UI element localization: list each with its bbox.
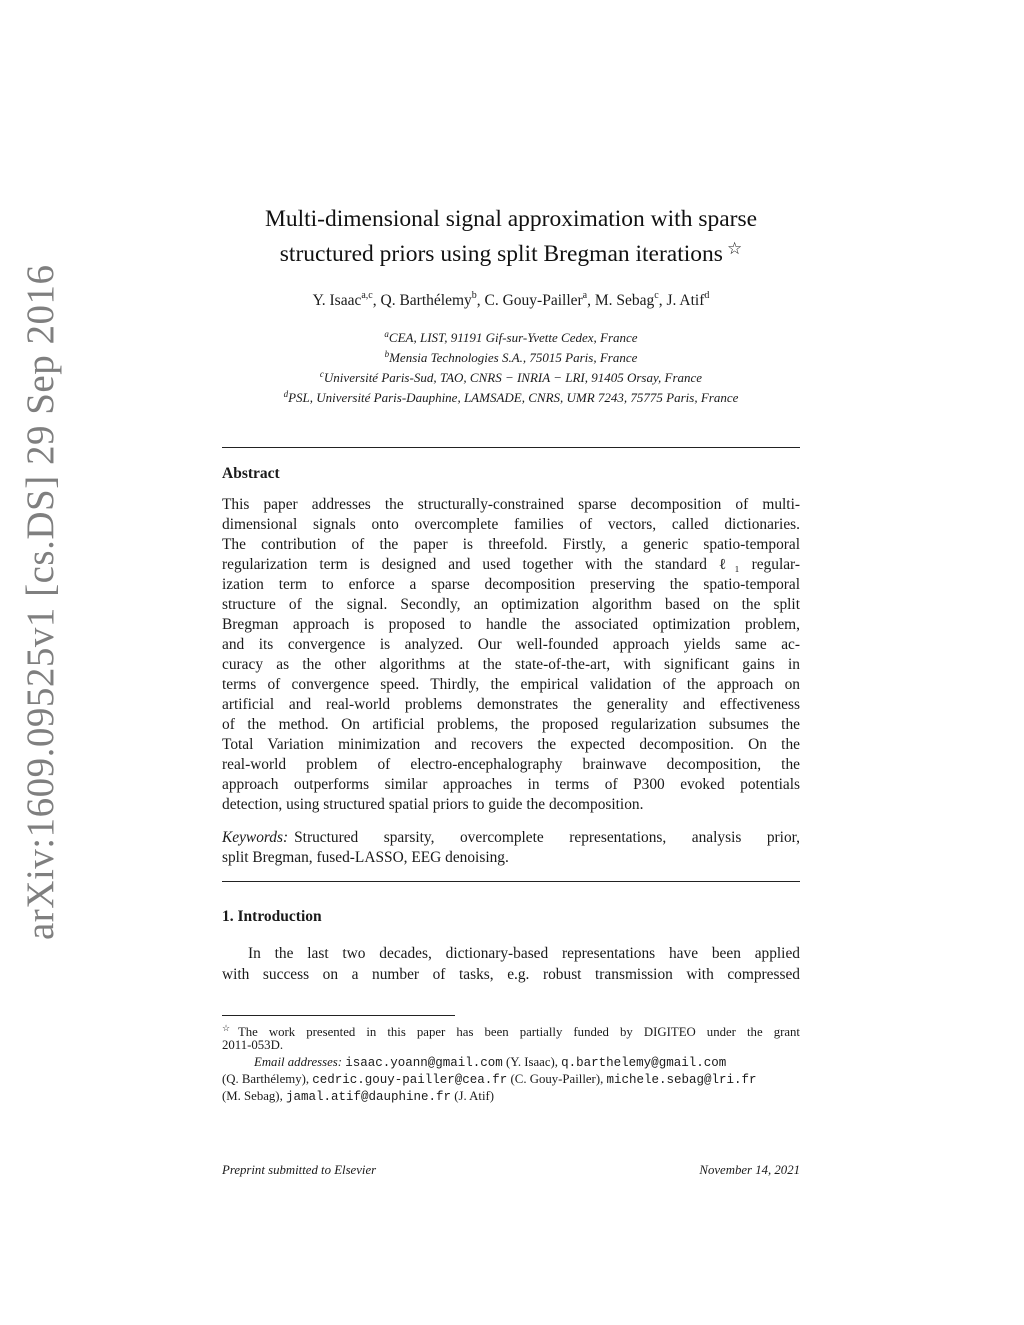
footnote-star-icon: ☆ bbox=[222, 1023, 238, 1033]
abstract-line: Total Variation minimization and recovers the expected decomposition. On the bbox=[222, 736, 800, 753]
title-line-2-text: structured priors using split Bregman iterations bbox=[279, 241, 723, 267]
abstract-line: Bregman approach is proposed to handle the associated optimization problem, bbox=[222, 616, 800, 633]
author-affiliation-mark: a bbox=[582, 290, 588, 301]
abstract-line: regularization term is designed and used together with the standard ℓ₁ regular- bbox=[222, 556, 800, 573]
abstract-line: of the method. On artificial problems, the proposed regularization subsumes the bbox=[222, 716, 800, 733]
footnote-email-line bbox=[222, 1071, 800, 1088]
abstract-line: terms of convergence speed. Thirdly, the empirical validation of the approach on bbox=[222, 676, 800, 693]
abstract-line: This paper addresses the structurally-constrained sparse decomposition of multi- bbox=[222, 496, 800, 513]
introduction-body bbox=[222, 943, 800, 985]
abstract-line: structure of the signal. Secondly, an optimization algorithm based on the split bbox=[222, 596, 800, 613]
affiliation-mark: a bbox=[384, 329, 389, 339]
affiliation-item bbox=[200, 386, 822, 406]
author-name: C. Gouy-Pailler bbox=[484, 292, 583, 309]
abstract-line: artificial and real-world problems demonstrates the generality and effectiveness bbox=[222, 696, 800, 713]
keywords-text: Structured sparsity, overcomplete representations, analysis prior, bbox=[294, 829, 800, 846]
footnote-funding-line: 2011-053D. bbox=[222, 1038, 284, 1052]
abstract-line: ization term to enforce a sparse decomposition preserving the spatio-temporal bbox=[222, 576, 800, 593]
footnote-email-line bbox=[222, 1054, 800, 1071]
keywords-line: split Bregman, fused-LASSO, EEG denoising. bbox=[222, 849, 509, 866]
email-link[interactable]: q.barthelemy@gmail.com bbox=[561, 1056, 727, 1070]
section-heading-introduction: 1. Introduction bbox=[222, 908, 322, 925]
author-name: Y. Isaac bbox=[312, 292, 362, 309]
abstract-line: approach outperforms similar approaches in terms of P300 evoked potentials bbox=[222, 776, 800, 793]
keywords-line bbox=[222, 828, 800, 848]
affiliation-mark: c bbox=[319, 369, 324, 379]
keywords-block bbox=[222, 828, 800, 868]
footer-preprint-note: Preprint submitted to Elsevier bbox=[222, 1163, 377, 1177]
abstract-heading: Abstract bbox=[222, 465, 280, 482]
email-link[interactable]: michele.sebag@lri.fr bbox=[606, 1073, 757, 1087]
footnote-rule bbox=[222, 1015, 455, 1016]
abstract-body bbox=[222, 495, 800, 815]
email-link[interactable]: isaac.yoann@gmail.com bbox=[345, 1056, 503, 1070]
affiliation-mark: b bbox=[384, 349, 390, 359]
author-name: Q. Barthélemy bbox=[380, 292, 472, 309]
email-label: Email addresses: bbox=[254, 1055, 343, 1069]
affiliation-text: Université Paris-Sud, TAO, CNRS − INRIA − LRI, 91405 Orsay, France bbox=[323, 370, 703, 385]
footer-date: November 14, 2021 bbox=[699, 1163, 800, 1177]
title-footnote-star-icon: ☆ bbox=[726, 239, 743, 258]
affiliation-mark: d bbox=[283, 389, 289, 399]
abstract-line: dimensional signals onto overcomplete families of vectors, called dictionaries. bbox=[222, 516, 800, 533]
affiliation-item bbox=[200, 366, 822, 386]
title-line-1: Multi-dimensional signal approximation with sparse bbox=[264, 206, 758, 232]
affiliation-text: CEA, LIST, 91191 Gif-sur-Yvette Cedex, France bbox=[388, 330, 638, 345]
affiliation-item bbox=[200, 326, 822, 346]
abstract-top-rule bbox=[222, 447, 800, 448]
footnote bbox=[222, 1020, 800, 1105]
affiliation-item bbox=[200, 346, 822, 366]
author-affiliation-mark: b bbox=[471, 290, 477, 301]
title-line-2 bbox=[222, 234, 800, 269]
email-owner: (Y. Isaac), bbox=[505, 1055, 558, 1069]
email-owner: (C. Gouy-Pailler), bbox=[510, 1072, 604, 1086]
author-affiliation-mark: d bbox=[704, 290, 710, 301]
abstract-line: and its convergence is analyzed. Our well-founded approach yields same ac- bbox=[222, 636, 800, 653]
author-name: J. Atif bbox=[666, 292, 705, 309]
affiliation-list bbox=[200, 326, 822, 406]
email-link[interactable]: cedric.gouy-pailler@cea.fr bbox=[312, 1073, 508, 1087]
footnote-funding-line bbox=[222, 1020, 800, 1037]
email-owner: (M. Sebag), bbox=[222, 1089, 283, 1103]
abstract-line: detection, using structured spatial priors to guide the decomposition. bbox=[222, 796, 644, 813]
abstract-line: curacy as the other algorithms at the state-of-the-art, with significant gains in bbox=[222, 656, 800, 673]
author-list: Y. Isaac$^{a,c}$, Q. Barthélemy$^b$, C. Gouy-Pailler$^a$, M. Sebag$^c$, J. Atif$^d$ bbox=[312, 290, 710, 309]
email-owner: (J. Atif) bbox=[454, 1089, 495, 1103]
abstract-line: The contribution of the paper is threefold. Firstly, a generic spatio-temporal bbox=[222, 536, 800, 553]
introduction-line: with success on a number of tasks, e.g. robust transmission with compressed bbox=[222, 966, 800, 983]
author-name: M. Sebag bbox=[594, 292, 655, 309]
affiliation-text: PSL, Université Paris-Dauphine, LAMSADE, CNRS, UMR 7243, 75775 Paris, France bbox=[288, 390, 739, 405]
email-link[interactable]: jamal.atif@dauphine.fr bbox=[285, 1090, 452, 1104]
footnote-email-line bbox=[222, 1088, 800, 1105]
abstract-line: real-world problem of electro-encephalography brainwave decomposition, the bbox=[222, 756, 800, 773]
author-affiliation-mark: c bbox=[654, 290, 659, 301]
affiliation-text: Mensia Technologies S.A., 75015 Paris, France bbox=[389, 350, 638, 365]
arxiv-identifier-stamp: arXiv:1609.09525v1 [cs.DS] 29 Sep 2016 bbox=[19, 264, 62, 940]
paper-title bbox=[222, 204, 800, 269]
keywords-label: Keywords: bbox=[222, 829, 289, 846]
email-owner: (Q. Barthélemy), bbox=[222, 1072, 310, 1086]
author-affiliation-mark: a,c bbox=[361, 290, 373, 301]
introduction-line: In the last two decades, dictionary-based representations have been applied bbox=[248, 945, 800, 962]
footnote-funding-text: The work presented in this paper has been partially funded by DIGITEO under the grant bbox=[237, 1025, 800, 1039]
abstract-bottom-rule bbox=[222, 881, 800, 882]
